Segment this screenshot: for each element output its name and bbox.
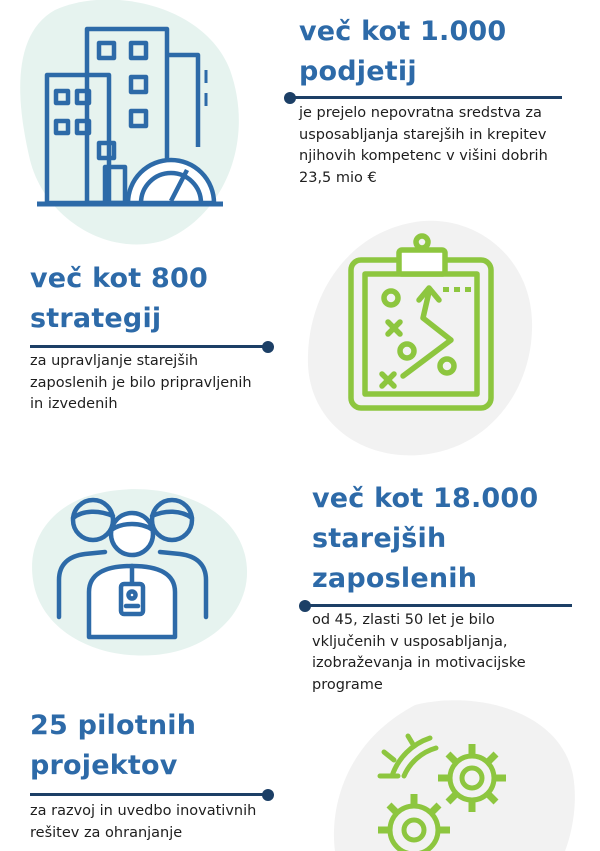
section-3-description: od 45, zlasti 50 let je bilo vključenih v usposabljanja, izobraževanja in motivacijske programe — [312, 612, 526, 693]
gears-icon — [372, 730, 522, 851]
divider-line — [30, 793, 268, 796]
section-4-headline: 25 pilotnih projektov — [30, 710, 197, 781]
divider-dot — [262, 789, 274, 801]
section-3-headline: več kot 18.000 starejših zaposlenih — [312, 483, 539, 594]
clipboard-strategy-icon — [345, 230, 500, 415]
office-building-gauge-icon — [35, 25, 225, 210]
divider-dot — [262, 341, 274, 353]
section-1-headline: več kot 1.000 podjetij — [299, 16, 507, 87]
divider-line — [305, 604, 572, 607]
divider-line — [30, 345, 268, 348]
section-2-headline: več kot 800 strategij — [30, 263, 208, 334]
section-2-description: za upravljanje starejših zaposlenih je bilo pripravljenih in izvedenih — [30, 353, 252, 412]
employee-group-icon — [55, 492, 210, 642]
section-4-description: za razvoj in uvedbo inovativnih rešitev za ohranjanje — [30, 803, 257, 841]
section-1-description: je prejelo nepovratna sredstva za usposabljanja starejših in krepitev njihovih kompetenc v višini dobrih 23,5 mio € — [299, 105, 548, 186]
divider-line — [290, 96, 562, 99]
